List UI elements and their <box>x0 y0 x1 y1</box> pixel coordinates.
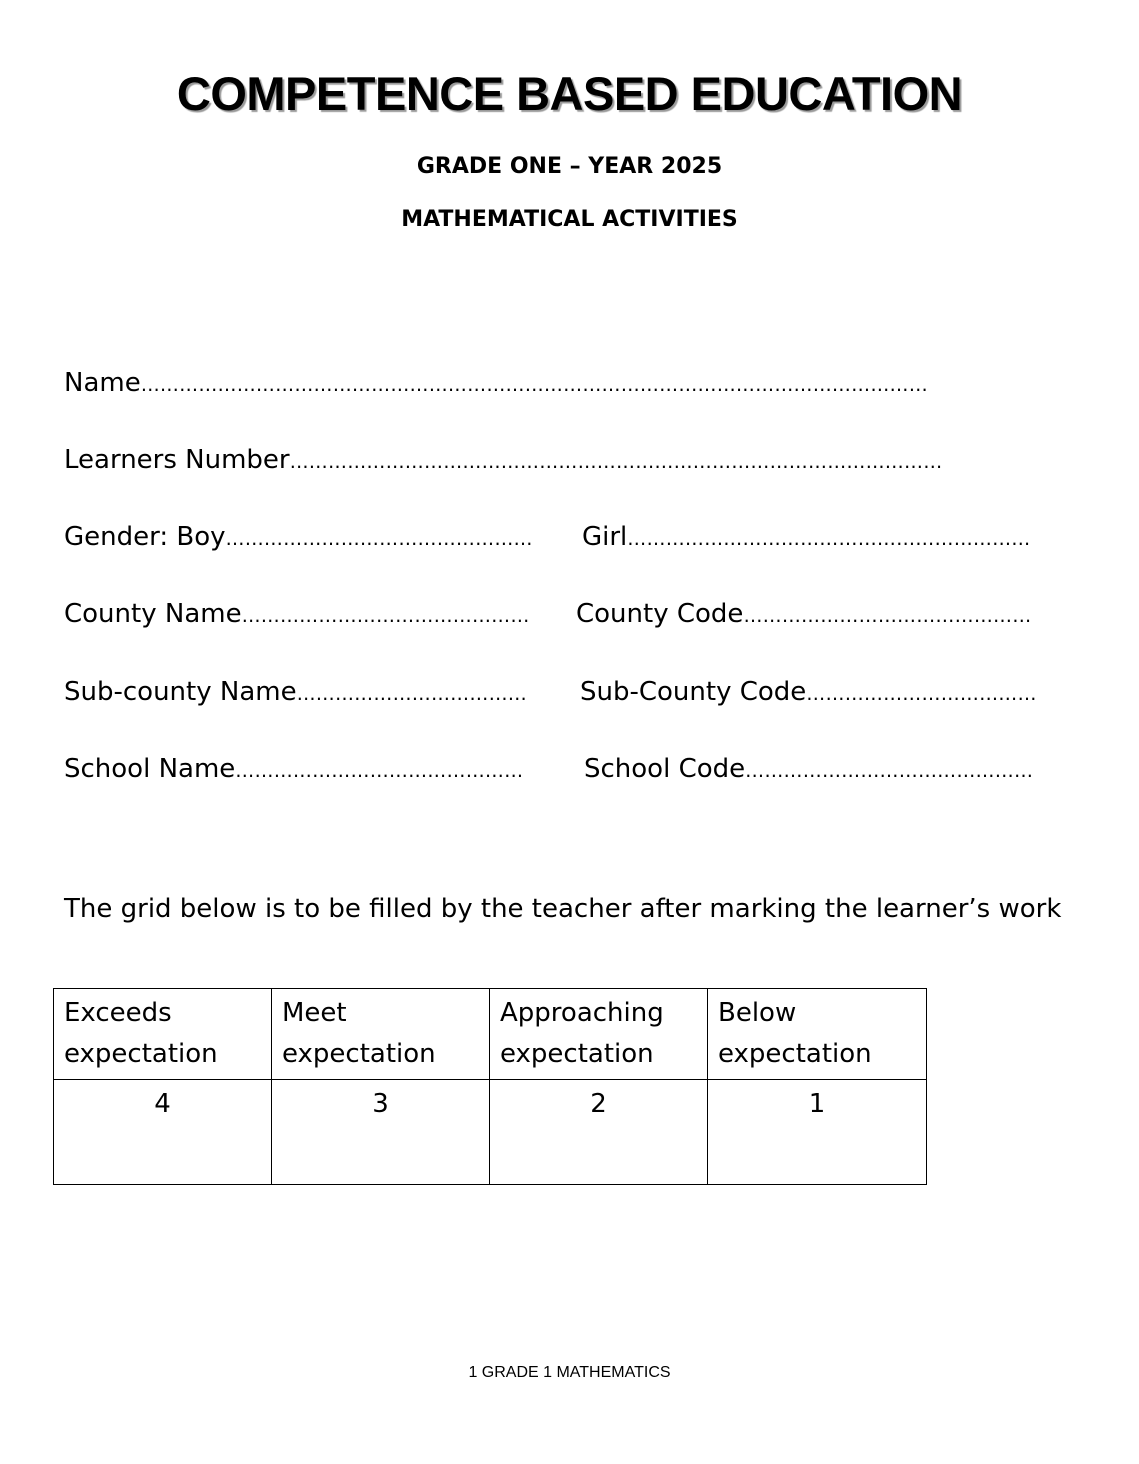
school-code-label: School Code <box>584 754 746 784</box>
name-blank[interactable]: …………………………………………………………………………………………………………… <box>140 374 928 396</box>
page-title: COMPETENCE BASED EDUCATION <box>176 67 963 120</box>
learners-number-label: Learners Number <box>64 445 290 475</box>
grid-header-exceeds: Exceeds expectation <box>54 989 272 1080</box>
school-code-blank[interactable]: ……………………………………… <box>745 760 1034 782</box>
grid-cell-exceeds[interactable]: 4 <box>54 1080 272 1185</box>
subcounty-name-field[interactable] <box>64 675 527 711</box>
grid-header-row <box>54 989 927 1080</box>
assessment-grid <box>53 988 927 1185</box>
grid-header-below: Below expectation <box>708 989 927 1080</box>
grid-instruction: The grid below is to be filled by the teacher after marking the learner’s work <box>64 894 1062 924</box>
county-name-field[interactable] <box>64 597 530 633</box>
name-label: Name <box>64 368 141 398</box>
gender-girl-field[interactable] <box>582 520 1031 556</box>
grade-year-heading: GRADE ONE – YEAR 2025 <box>416 154 723 179</box>
subcounty-code-blank[interactable]: ……………………………… <box>806 683 1037 705</box>
county-code-field[interactable] <box>576 597 1031 633</box>
county-code-label: County Code <box>576 599 744 629</box>
learners-number-field[interactable] <box>64 443 942 479</box>
school-name-blank[interactable]: ……………………………………… <box>235 760 524 782</box>
grid-value-row <box>54 1080 927 1185</box>
name-field[interactable] <box>64 366 928 402</box>
school-name-label: School Name <box>64 754 236 784</box>
grid-header-approaching: Approaching expectation <box>490 989 708 1080</box>
subcounty-name-label: Sub-county Name <box>64 677 297 707</box>
grid-header-meet: Meet expectation <box>272 989 490 1080</box>
gender-girl-label: Girl <box>582 522 628 552</box>
school-name-field[interactable] <box>64 752 523 788</box>
subcounty-code-label: Sub-County Code <box>580 677 807 707</box>
gender-field[interactable] <box>64 520 533 556</box>
gender-girl-blank[interactable]: ……………………………………………………… <box>627 528 1031 550</box>
subcounty-name-blank[interactable]: ……………………………… <box>296 683 527 705</box>
school-code-field[interactable] <box>584 752 1033 788</box>
page-footer: 1 GRADE 1 MATHEMATICS <box>468 1364 671 1381</box>
subcounty-code-field[interactable] <box>580 675 1037 711</box>
county-name-blank[interactable]: ……………………………………… <box>241 605 530 627</box>
subject-heading: MATHEMATICAL ACTIVITIES <box>401 207 738 232</box>
gender-boy-label: Gender: Boy <box>64 522 226 552</box>
grid-cell-meet[interactable]: 3 <box>272 1080 490 1185</box>
county-code-blank[interactable]: ……………………………………… <box>743 605 1032 627</box>
gender-boy-blank[interactable]: ………………………………………… <box>225 528 533 550</box>
county-name-label: County Name <box>64 599 242 629</box>
grid-cell-approaching[interactable]: 2 <box>490 1080 708 1185</box>
learners-number-blank[interactable]: ………………………………………………………………………………………… <box>289 451 943 473</box>
grid-cell-below[interactable]: 1 <box>708 1080 927 1185</box>
